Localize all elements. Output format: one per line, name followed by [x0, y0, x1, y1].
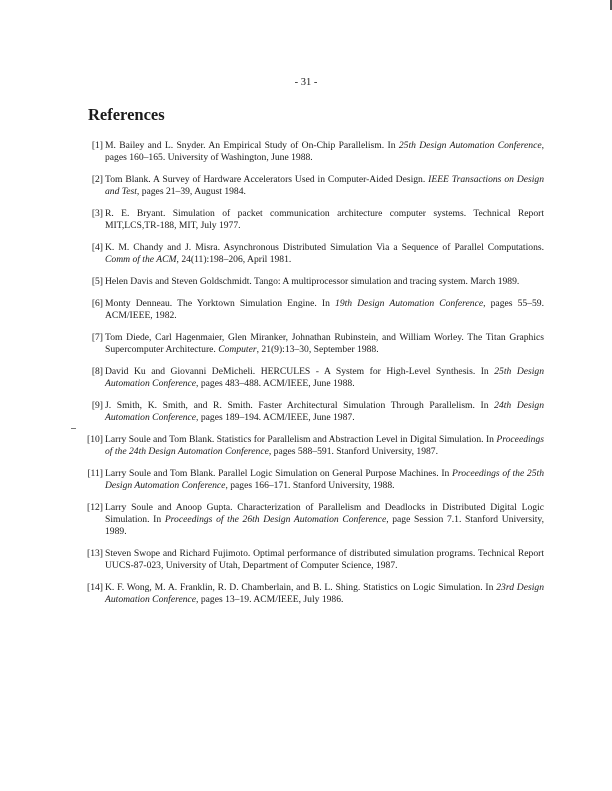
reference-item	[88, 242, 544, 267]
references-heading: References	[88, 105, 165, 124]
reference-segment: K. F. Wong, M. A. Franklin, R. D. Chamberlain, and B. L. Shing. Statistics on Logic Simulation. In	[105, 582, 497, 593]
reference-segment: K. M. Chandy and J. Misra. Asynchronous Distributed Simulation Via a Sequence of Parallel Computations.	[105, 242, 544, 253]
reference-number: [11]	[87, 467, 103, 479]
page-number: - 31 -	[294, 77, 318, 88]
reference-segment: M. Bailey and L. Snyder. An Empirical Study of On-Chip Parallelism. In	[105, 140, 399, 151]
reference-item	[88, 298, 544, 323]
reference-segment: , 24(11):198–206, April 1981.	[176, 254, 292, 266]
reference-venue: Comm of the ACM	[105, 254, 177, 266]
reference-number: [10]	[87, 433, 103, 445]
reference-text	[105, 332, 544, 355]
reference-segment: J. Smith, K. Smith, and R. Smith. Faster Architectural Simulation Through Parallelism. In	[105, 399, 495, 411]
reference-segment: Larry Soule and Tom Blank. Parallel Logic Simulation on General Purpose Machines. In	[105, 467, 453, 479]
reference-item	[88, 468, 544, 493]
reference-text	[105, 298, 544, 321]
margin-dash-mark	[71, 428, 76, 429]
reference-text	[105, 140, 544, 163]
reference-number: [12]	[87, 501, 103, 513]
reference-segment: , 21(9):13–30, September 1988.	[256, 344, 379, 355]
reference-text	[105, 468, 544, 491]
reference-item	[88, 174, 544, 199]
reference-segment: David Ku and Giovanni DeMicheli. HERCULES - A System for High-Level Synthesis. In	[105, 365, 495, 377]
reference-item	[88, 332, 544, 357]
reference-number: [7]	[91, 331, 103, 343]
reference-segment: , pages 13–19. ACM/IEEE, July 1986.	[196, 594, 344, 606]
reference-venue: Computer	[218, 344, 257, 355]
reference-venue: Proceedings of the 25th Design Automation Conference	[105, 467, 544, 491]
reference-segment: , pages 21–39, August 1984.	[136, 186, 246, 198]
reference-segment: Larry Soule and Anoop Gupta. Characterization of Parallelism and Deadlocks in Distributed Digital Logic Simulation. In	[105, 501, 544, 525]
reference-number: [2]	[91, 174, 103, 185]
reference-venue: 23rd Design Automation Conference	[105, 582, 544, 606]
reference-text	[105, 276, 519, 287]
reference-item	[88, 502, 544, 539]
reference-number: [1]	[91, 140, 103, 151]
reference-segment: , pages 189–194. ACM/IEEE, June 1987.	[196, 412, 355, 423]
reference-venue: 19th Design Automation Conference	[335, 297, 484, 309]
reference-number: [3]	[91, 208, 103, 219]
reference-segment: Monty Denneau. The Yorktown Simulation Engine. In	[105, 297, 336, 309]
reference-venue: IEEE Transactions on Design and Test	[105, 174, 544, 198]
reference-text	[105, 548, 544, 571]
reference-item	[88, 548, 544, 573]
reference-item	[88, 208, 544, 233]
reference-venue: Proceedings of the 26th Design Automation Conference	[164, 514, 387, 525]
reference-text	[105, 582, 544, 605]
reference-segment: Tom Diede, Carl Hagenmaier, Glen Miranker, Johnathan Rubinstein, and William Worley. The Titan Graphics Supercomputer Architecture.	[105, 331, 544, 355]
reference-number: [13]	[87, 548, 103, 559]
reference-number: [14]	[87, 582, 103, 593]
reference-segment: Helen Davis and Steven Goldschmidt. Tango: A multiprocessor simulation and tracing system. March 1989.	[105, 276, 520, 287]
reference-number: [9]	[91, 399, 103, 411]
reference-segment: Larry Soule and Tom Blank. Statistics for Parallelism and Abstraction Level in Digital Simulation. In	[105, 433, 497, 445]
reference-text	[105, 502, 544, 538]
reference-item	[88, 276, 544, 288]
reference-segment: , pages 588–591. Stanford University, 1987.	[268, 446, 438, 457]
reference-segment: Steven Swope and Richard Fujimoto. Optimal performance of distributed simulation programs. Technical Report UUCS-87-023, University of Utah, Department of Computer Science, 1987.	[105, 548, 544, 572]
reference-segment: R. E. Bryant. Simulation of packet communication architecture computer systems. Technical Report MIT,LCS,TR-188, MIT, July 1977.	[105, 208, 544, 232]
reference-text	[105, 208, 544, 231]
reference-item	[88, 140, 544, 165]
reference-segment: , pages 55–59. ACM/IEEE, 1982.	[105, 297, 544, 321]
reference-venue: Proceedings of the 24th Design Automation Conference	[105, 433, 544, 457]
reference-item	[88, 366, 544, 391]
reference-text	[105, 400, 544, 423]
reference-text	[105, 174, 544, 197]
reference-segment: , pages 483–488. ACM/IEEE, June 1988.	[196, 378, 355, 389]
reference-text	[105, 434, 544, 457]
reference-number: [4]	[91, 242, 103, 253]
reference-venue: 24th Design Automation Conference	[105, 399, 544, 423]
reference-segment: , pages 160–165. University of Washington, June 1988.	[105, 140, 544, 164]
reference-text	[105, 242, 544, 265]
reference-segment: , pages 166–171. Stanford University, 1988.	[225, 480, 395, 491]
reference-venue: 25th Design Automation Conference	[398, 140, 542, 151]
reference-venue: 25th Design Automation Conference	[105, 365, 544, 389]
reference-item	[88, 400, 544, 425]
reference-segment: Tom Blank. A Survey of Hardware Accelerators Used in Computer-Aided Design.	[105, 174, 429, 185]
reference-text	[105, 366, 544, 389]
reference-item	[88, 434, 544, 459]
reference-segment: , page Session 7.1. Stanford University, 1989.	[105, 514, 544, 538]
reference-number: [8]	[91, 365, 103, 377]
reference-list	[88, 140, 544, 616]
reference-item	[88, 582, 544, 607]
reference-number: [5]	[91, 276, 103, 287]
reference-number: [6]	[91, 297, 103, 309]
